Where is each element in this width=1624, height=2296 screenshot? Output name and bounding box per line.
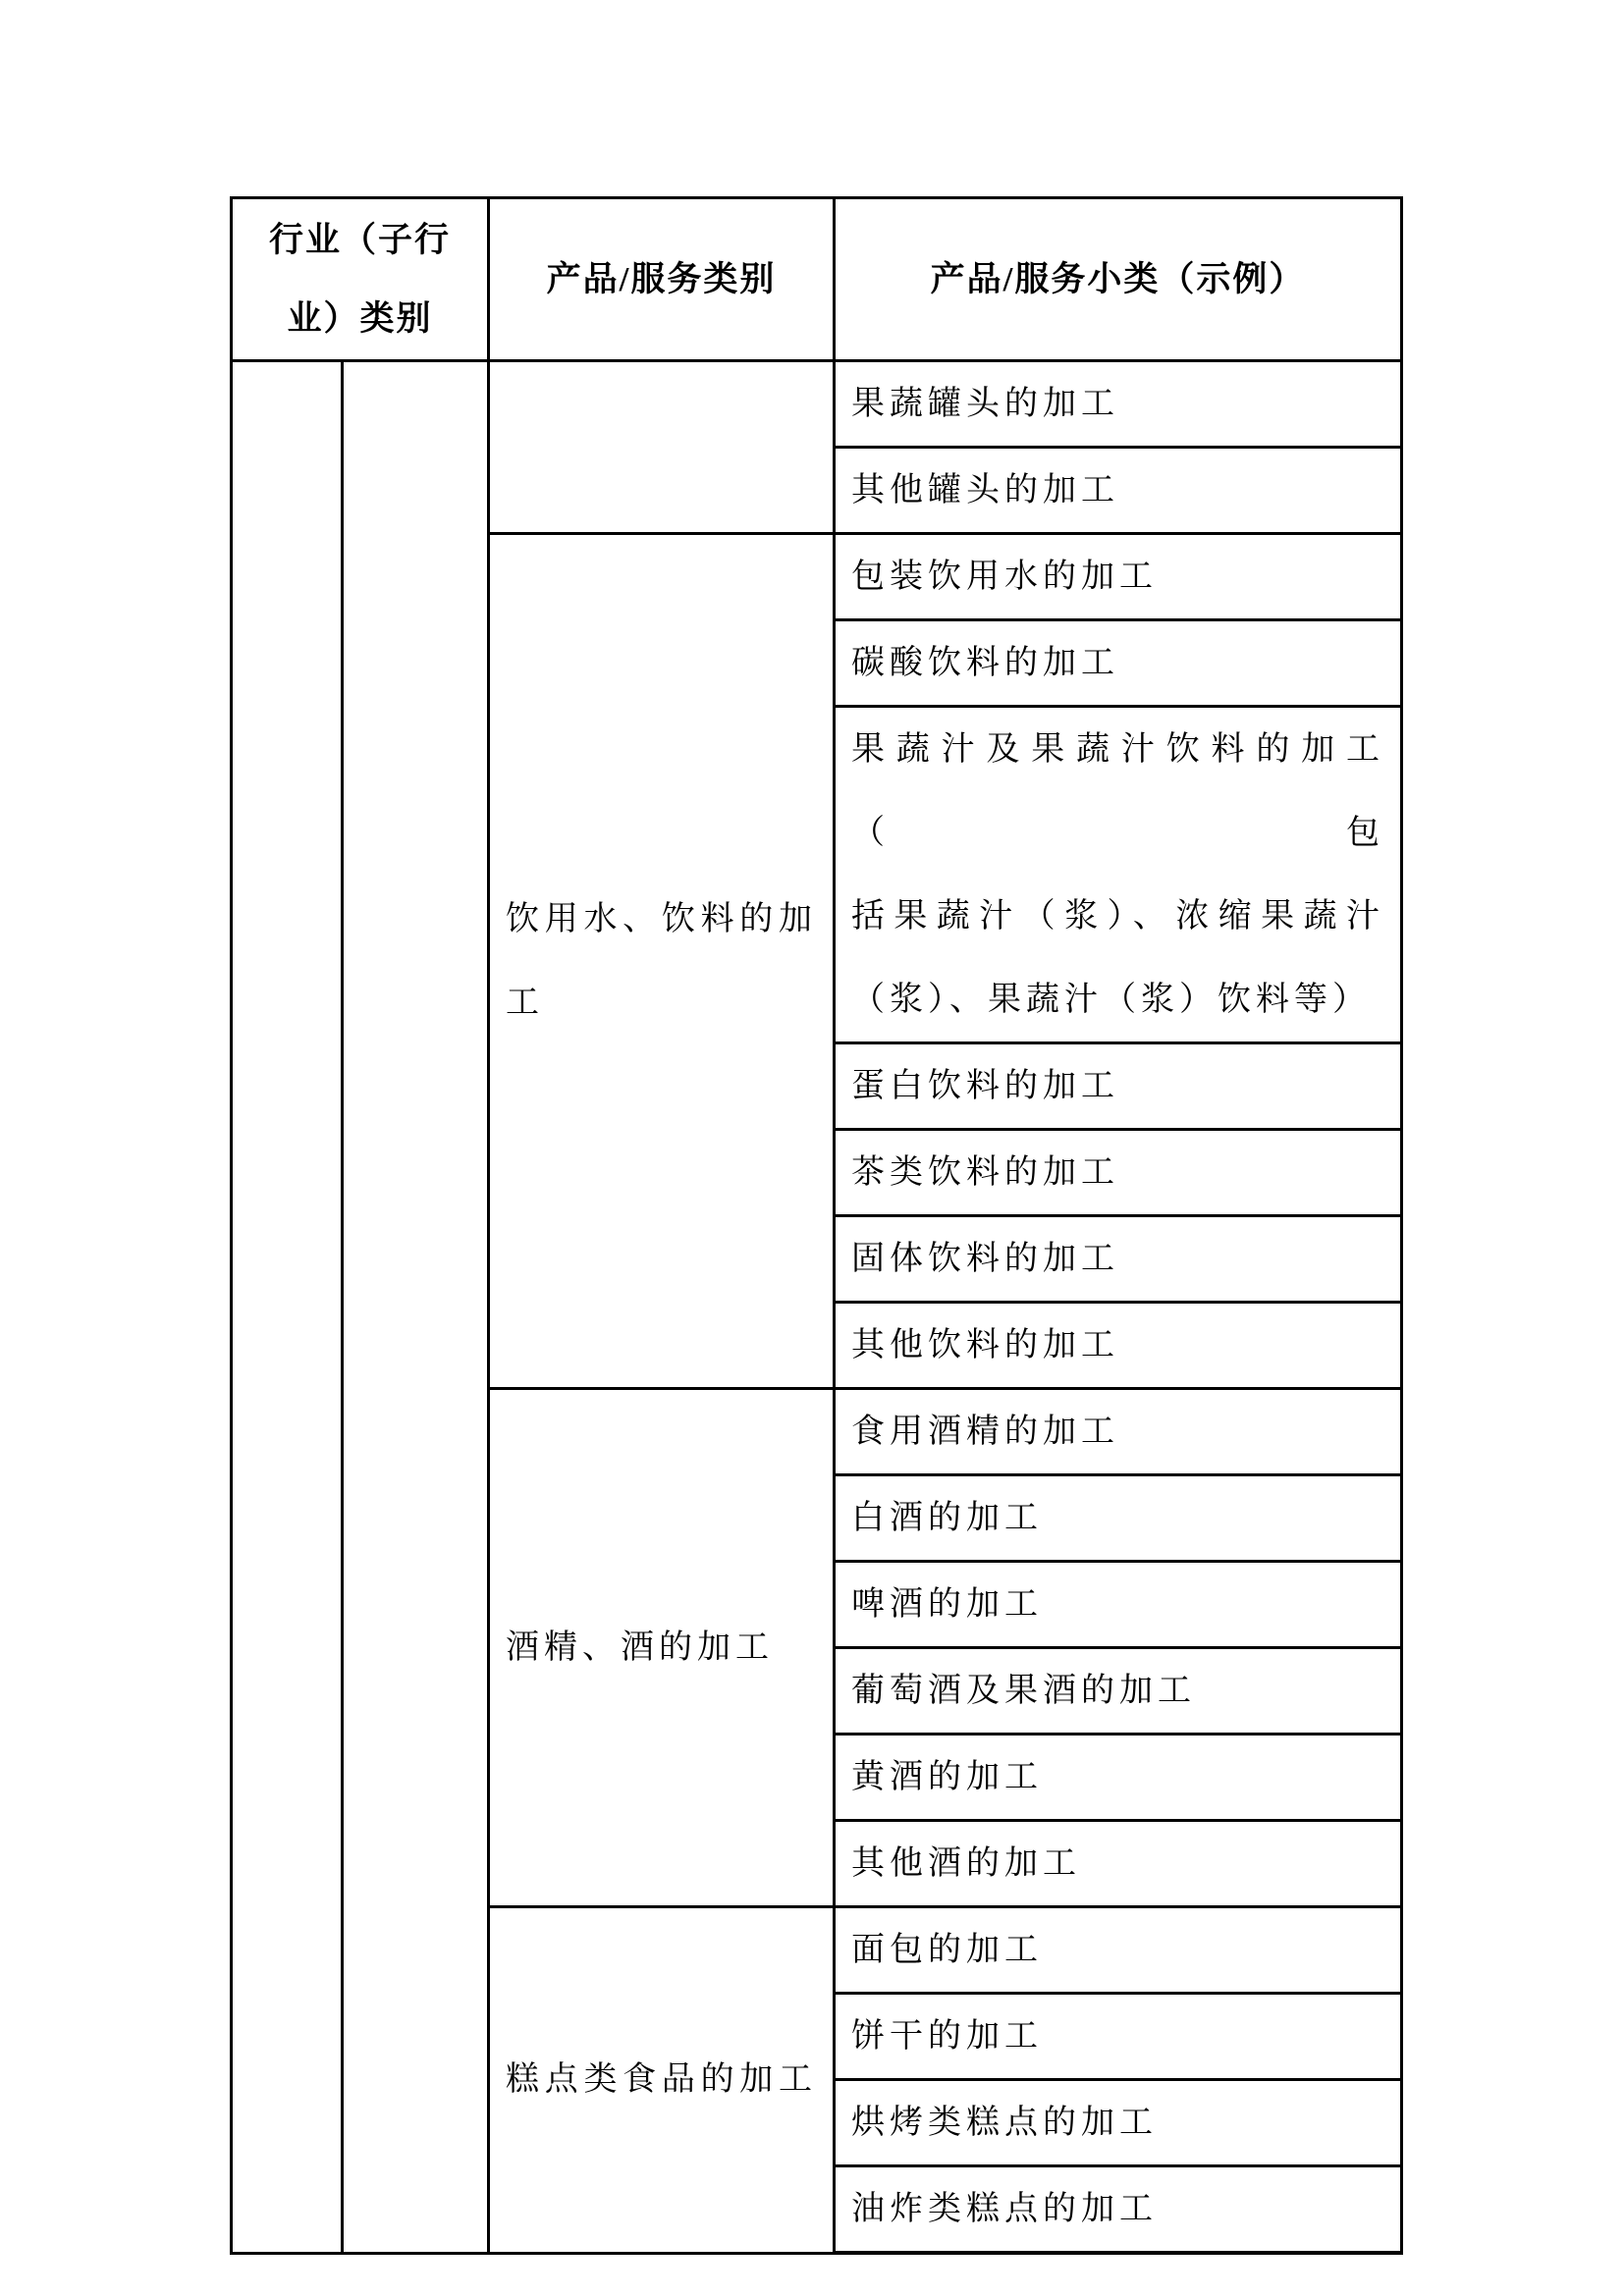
- group-label-line1: 饮用水、饮料的加: [506, 901, 818, 937]
- header-product-service-subcategory: 产品/服务小类（示例）: [835, 198, 1402, 361]
- subcategory-cell: 葡萄酒及果酒的加工: [835, 1648, 1402, 1735]
- group-cell-drinking-water-beverages: [489, 534, 835, 1389]
- group-label-line2: 工: [506, 985, 545, 1021]
- group-label-pastry: 糕点类食品的加工: [506, 2061, 818, 2099]
- subcategory-cell: 面包的加工: [835, 1907, 1402, 1994]
- header-industry-line2: 业）类别: [287, 298, 433, 338]
- industry-product-category-table: [230, 196, 1403, 2255]
- subcategory-cell: 蛋白饮料的加工: [835, 1043, 1402, 1130]
- header-industry-line1: 行业（子行: [269, 220, 452, 259]
- group-cell-pastry: [489, 1907, 835, 2254]
- group-cell-alcohol: 酒精、酒的加工: [489, 1389, 835, 1907]
- subcategory-cell: 黄酒的加工: [835, 1735, 1402, 1821]
- group-cell-empty: [489, 361, 835, 534]
- header-industry-category: [232, 198, 489, 361]
- juice-line3: （浆）、果蔬汁（浆）饮料等）: [851, 982, 1372, 1018]
- header-product-service-category: 产品/服务类别: [489, 198, 835, 361]
- subcategory-cell: 其他罐头的加工: [835, 448, 1402, 534]
- subcategory-cell: 包装饮用水的加工: [835, 534, 1402, 620]
- subcategory-cell: 碳酸饮料的加工: [835, 620, 1402, 707]
- table-header-row: [232, 198, 1402, 361]
- subcategory-cell: 啤酒的加工: [835, 1562, 1402, 1648]
- subcategory-cell: 茶类饮料的加工: [835, 1130, 1402, 1216]
- subcategory-cell: 白酒的加工: [835, 1475, 1402, 1562]
- subcategory-cell: 烘烤类糕点的加工: [835, 2080, 1402, 2166]
- juice-line2: 括果蔬汁（浆）、浓缩果蔬汁: [851, 898, 1385, 934]
- table-row: [232, 361, 1402, 448]
- industry-cell-empty-2: [343, 361, 489, 2254]
- juice-line1: 果蔬汁及果蔬汁饮料的加工（包: [851, 731, 1385, 851]
- subcategory-cell: 果蔬罐头的加工: [835, 361, 1402, 448]
- subcategory-cell: 固体饮料的加工: [835, 1216, 1402, 1303]
- subcategory-cell: 其他饮料的加工: [835, 1303, 1402, 1389]
- subcategory-cell-juice: [835, 707, 1402, 1043]
- industry-cell-empty-1: [232, 361, 343, 2254]
- subcategory-cell: 油炸类糕点的加工: [835, 2166, 1402, 2254]
- subcategory-cell: 食用酒精的加工: [835, 1389, 1402, 1475]
- subcategory-cell: 饼干的加工: [835, 1994, 1402, 2080]
- subcategory-cell: 其他酒的加工: [835, 1821, 1402, 1907]
